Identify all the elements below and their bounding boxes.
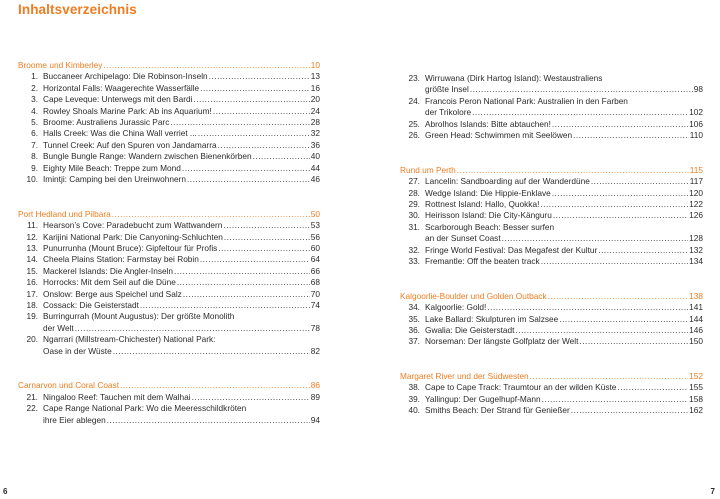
entry-number: 15. (26, 265, 38, 276)
entry-number: 39. (408, 393, 420, 404)
entry-number: 32. (408, 244, 420, 255)
entry-title: Cape to Cape Track: Traumtour an der wilden Küste (425, 382, 617, 393)
entry-number: 25. (408, 118, 420, 129)
toc-line (425, 210, 703, 221)
entry-number: 13. (26, 242, 38, 253)
toc-entry[interactable] (400, 130, 703, 141)
entry-number: 1. (31, 71, 38, 82)
toc-line (425, 325, 703, 336)
entry-number: 24. (408, 95, 420, 106)
toc-entry[interactable] (400, 199, 703, 210)
entry-page-number: 60 (310, 242, 320, 253)
section-page-number: 115 (689, 164, 703, 175)
toc-line (425, 130, 703, 141)
toc-line (425, 233, 703, 244)
toc-line (43, 300, 320, 311)
entry-number: 14. (26, 254, 38, 265)
toc-line (43, 277, 320, 288)
entry-number: 18. (26, 300, 38, 311)
entry-title: Hearson’s Cove: Paradebucht zum Wattwandern (43, 220, 223, 231)
dot-leader (542, 394, 689, 405)
toc-line (425, 405, 703, 416)
entry-title: Yallingup: Der Gugelhupf-Mann (425, 393, 541, 404)
toc-line (43, 83, 320, 94)
dot-leader (170, 117, 309, 128)
dot-leader (103, 60, 309, 71)
toc-line (43, 163, 320, 174)
dot-leader (174, 266, 310, 277)
entry-title: Ningaloo Reef: Tauchen mit dem Walhai (43, 391, 191, 402)
toc-entry[interactable] (18, 403, 320, 426)
entry-title: Wirruwana (Dirk Hartog Island): Westaustraliens (425, 73, 603, 83)
entry-number: 28. (408, 187, 420, 198)
dot-leader (120, 380, 310, 391)
dot-leader (198, 128, 310, 139)
toc-entry[interactable] (18, 151, 320, 162)
toc-entry[interactable] (18, 71, 320, 82)
entry-title: Onslow: Berge aus Speichel und Salz (43, 288, 182, 299)
dot-leader (253, 151, 310, 162)
entry-number: 23. (408, 73, 420, 83)
dot-leader (182, 163, 310, 174)
entry-number: 16. (26, 277, 38, 288)
entry-title: ihre Eier ablegen (43, 414, 106, 425)
toc-entry[interactable] (400, 73, 703, 96)
entry-page-number: 144 (689, 313, 703, 324)
dot-leader (552, 188, 688, 199)
dot-leader (223, 220, 309, 231)
entry-page-number: 126 (689, 210, 703, 221)
entry-number: 31. (408, 221, 420, 232)
dot-leader (187, 174, 310, 185)
toc-entry[interactable] (18, 311, 320, 334)
toc-line (400, 165, 703, 176)
entry-number: 30. (408, 210, 420, 221)
entry-number: 36. (408, 324, 420, 335)
toc-line (43, 94, 320, 105)
dot-leader (193, 94, 309, 105)
dot-leader (200, 254, 310, 265)
toc-line (43, 117, 320, 128)
entry-number: 8. (31, 151, 38, 162)
toc-line (425, 222, 703, 233)
entry-page-number: 36 (310, 139, 320, 150)
entry-title: Mackerel Islands: Die Angler-Inseln (43, 265, 174, 276)
entry-page-number: 94 (310, 414, 320, 425)
entry-page-number: 82 (310, 345, 320, 356)
toc-line (425, 107, 703, 118)
entry-title: Smiths Beach: Der Strand für Genießer (425, 405, 570, 416)
entry-title: Broome: Australiens Jurassic Parc (43, 117, 170, 128)
toc-line (43, 71, 320, 82)
toc-line (43, 174, 320, 185)
section-page-number: 138 (689, 290, 703, 301)
dot-leader (457, 165, 689, 176)
entry-title: der Trikolore (425, 107, 472, 118)
toc-line (425, 73, 703, 84)
entry-page-number: 46 (310, 174, 320, 185)
page-number-right: 7 (710, 487, 715, 496)
entry-number: 10. (26, 174, 38, 185)
entry-title: Tunnel Creek: Auf den Spuren von Jandamarra (43, 139, 217, 150)
toc-entry[interactable] (18, 300, 320, 311)
toc-entry[interactable] (400, 96, 703, 119)
dot-leader (573, 130, 689, 141)
section-title: Rund um Perth (400, 164, 456, 175)
toc-section-heading[interactable] (18, 60, 320, 71)
toc-entry[interactable] (400, 176, 703, 187)
section-page-number: 86 (310, 380, 320, 391)
entry-title: Burringurrah (Mount Augustus): Der größte Monolith (43, 311, 235, 322)
entry-page-number: 44 (310, 162, 320, 173)
entry-page-number: 53 (310, 220, 320, 231)
toc-entry[interactable] (18, 289, 320, 300)
section-title: Kalgoorlie-Boulder und Golden Outback (400, 290, 547, 301)
toc-entry[interactable] (400, 302, 703, 313)
entry-number: 11. (27, 220, 38, 231)
entry-number: 12. (26, 231, 38, 242)
toc-section-heading[interactable] (18, 209, 320, 220)
toc-line (43, 311, 320, 322)
dot-leader (598, 245, 688, 256)
entry-number: 19. (26, 311, 38, 322)
section-spacer (18, 357, 320, 380)
dot-leader (515, 325, 688, 336)
entry-number: 17. (26, 288, 38, 299)
toc-entry[interactable] (400, 325, 703, 336)
toc-entry[interactable] (18, 277, 320, 288)
toc-entry[interactable] (400, 394, 703, 405)
entry-page-number: 132 (689, 244, 703, 255)
dot-leader (200, 83, 310, 94)
entry-number: 34. (408, 302, 420, 313)
toc-entry[interactable] (18, 140, 320, 151)
section-spacer (400, 348, 703, 371)
dot-leader (502, 233, 689, 244)
dot-leader (552, 119, 688, 130)
entry-title: an der Sunset Coast (425, 233, 501, 244)
section-spacer (18, 185, 320, 208)
toc-entry[interactable] (400, 405, 703, 416)
dot-leader (559, 314, 688, 325)
entry-title: Rottnest Island: Hallo, Quokka! (425, 198, 540, 209)
toc-entry[interactable] (400, 245, 703, 256)
entry-page-number: 68 (310, 277, 320, 288)
dot-leader (540, 199, 688, 210)
entry-title: Fremantle: Off the beaten track (425, 255, 540, 266)
toc-entry[interactable] (18, 163, 320, 174)
entry-title: Eighty Mile Beach: Treppe zum Mond (43, 162, 181, 173)
entry-number: 21. (26, 391, 38, 402)
entry-title: Cape Leveque: Unterwegs mit den Bardi (43, 94, 193, 105)
entry-number: 29. (408, 198, 420, 209)
entry-page-number: 56 (310, 231, 320, 242)
toc-entry[interactable] (18, 266, 320, 277)
entry-page-number: 141 (689, 302, 703, 313)
toc-entry[interactable] (18, 128, 320, 139)
toc-section-heading[interactable] (18, 380, 320, 391)
entry-title: Francois Peron National Park: Australien in den Farben (425, 95, 628, 106)
entry-number: 20. (26, 334, 38, 345)
entry-number: 3. (31, 94, 38, 105)
toc-entry[interactable] (18, 117, 320, 128)
entry-title: Buccaneer Archipelago: Die Robinson-Inseln (43, 71, 208, 82)
entry-number: 33. (408, 255, 420, 266)
entry-title: Lancelin: Sandboarding auf der Wanderdüne (425, 176, 590, 187)
toc-entry[interactable] (18, 392, 320, 403)
entry-title: Fringe World Festival: Das Megafest der Kultur (425, 244, 598, 255)
toc-entry[interactable] (18, 106, 320, 117)
dot-leader (192, 392, 310, 403)
toc-entry[interactable] (400, 188, 703, 199)
entry-page-number: 78 (310, 322, 320, 333)
toc-line (43, 392, 320, 403)
toc-line (43, 323, 320, 334)
entry-number: 37. (408, 336, 420, 347)
toc-line (43, 266, 320, 277)
toc-line (425, 119, 703, 130)
entry-title: Abrolhos Islands: Bitte abtauchen! (425, 118, 551, 129)
section-spacer (400, 141, 703, 164)
entry-page-number: 64 (310, 254, 320, 265)
dot-leader (218, 243, 309, 254)
entry-number: 35. (408, 313, 420, 324)
toc-entry[interactable] (18, 254, 320, 265)
toc-line (43, 334, 320, 345)
entry-page-number: 134 (689, 255, 703, 266)
toc-line (43, 403, 320, 414)
section-page-number: 50 (310, 208, 320, 219)
dot-leader (75, 323, 310, 334)
toc-entry[interactable] (400, 336, 703, 347)
toc-line (425, 382, 703, 393)
dot-leader (579, 336, 688, 347)
entry-number: 40. (408, 405, 420, 416)
entry-page-number: 70 (310, 288, 320, 299)
entry-title: Cape Range National Park: Wo die Meeresschildkröten (43, 403, 247, 414)
toc-line (43, 415, 320, 426)
toc-entry[interactable] (18, 334, 320, 357)
dot-leader (224, 232, 310, 243)
dot-leader (553, 210, 688, 221)
entry-title: Cossack: Die Geisterstadt (43, 300, 139, 311)
dot-leader (472, 107, 688, 118)
dot-leader (470, 84, 693, 95)
entry-title: Halls Creek: Was die China Wall verriet ... (43, 128, 197, 139)
dot-leader (113, 346, 310, 357)
entry-title: Punurrunha (Mount Bruce): Gipfeltour für Profis (43, 242, 218, 253)
entry-number: 2. (31, 82, 38, 93)
toc-line (43, 289, 320, 300)
section-title: Broome und Kimberley (18, 60, 103, 70)
entry-title: Cheela Plains Station: Farmstay bei Robin (43, 254, 199, 265)
entry-title: Lake Ballard: Skulpturen im Salzsee (425, 313, 559, 324)
entry-page-number: 98 (693, 84, 703, 95)
toc-line (400, 371, 703, 382)
dot-leader (112, 209, 310, 220)
dot-leader (107, 415, 310, 426)
dot-leader (591, 176, 689, 187)
toc-line (43, 220, 320, 231)
toc-section-heading[interactable] (400, 165, 703, 176)
entry-number: 26. (408, 130, 420, 141)
toc-line (425, 394, 703, 405)
toc-entry[interactable] (18, 243, 320, 254)
entry-page-number: 117 (689, 176, 703, 187)
entry-title: Horrocks: Mit dem Seil auf die Düne (43, 277, 176, 288)
entry-title: Scarborough Beach: Besser surfen (425, 221, 555, 232)
toc-entry[interactable] (400, 210, 703, 221)
entry-page-number: 89 (310, 391, 320, 402)
dot-leader (213, 106, 310, 117)
entry-number: 7. (31, 139, 38, 150)
entry-number: 9. (31, 162, 38, 173)
toc-entry[interactable] (18, 232, 320, 243)
toc-entry[interactable] (18, 220, 320, 231)
entry-number: 5. (31, 117, 38, 128)
toc-entry[interactable] (400, 382, 703, 393)
section-spacer (400, 267, 703, 290)
section-title: Port Hedland und Pilbara (18, 208, 111, 219)
toc-line (43, 346, 320, 357)
toc-line (425, 245, 703, 256)
toc-entry[interactable] (400, 119, 703, 130)
entry-page-number: 146 (689, 324, 703, 335)
dot-leader (571, 405, 688, 416)
toc-entry[interactable] (18, 174, 320, 185)
dot-leader (183, 289, 310, 300)
entry-number: 27. (408, 176, 420, 187)
toc-column-left (18, 60, 320, 426)
entry-page-number: 20 (310, 94, 320, 105)
toc-entry[interactable] (18, 83, 320, 94)
entry-title: Ngarrari (Millstream-Chichester) National Park: (43, 334, 216, 345)
dot-leader (617, 382, 688, 393)
toc-line (18, 209, 320, 220)
entry-page-number: 102 (689, 107, 703, 118)
entry-page-number: 32 (310, 128, 320, 139)
entry-number: 6. (31, 128, 38, 139)
toc-line (425, 199, 703, 210)
toc-line (43, 128, 320, 139)
section-title: Carnarvon und Coral Coast (18, 380, 119, 391)
toc-line (43, 140, 320, 151)
toc-entry[interactable] (18, 94, 320, 105)
toc-line (425, 96, 703, 107)
toc-line (425, 314, 703, 325)
entry-page-number: 66 (310, 265, 320, 276)
dot-leader (177, 277, 310, 288)
entry-title: Rowley Shoals Marine Park: Ab ins Aquarium! (43, 105, 212, 116)
entry-page-number: 158 (689, 393, 703, 404)
dot-leader (140, 300, 310, 311)
toc-line (425, 336, 703, 347)
toc-line (43, 232, 320, 243)
entry-page-number: 28 (310, 117, 320, 128)
toc-section-heading[interactable] (400, 371, 703, 382)
entry-title: Bungle Bungle Range: Wandern zwischen Bienenkörben (43, 151, 252, 162)
entry-page-number: 120 (689, 187, 703, 198)
toc-line (425, 188, 703, 199)
dot-leader (487, 302, 688, 313)
entry-page-number: 150 (689, 336, 703, 347)
entry-title: Oase in der Wüste (43, 345, 112, 356)
page-number-left: 6 (3, 487, 8, 496)
section-title: Margaret River und der Südwesten (400, 371, 529, 382)
entry-title: größte Insel (425, 84, 469, 95)
entry-page-number: 106 (689, 118, 703, 129)
toc-entry[interactable] (400, 256, 703, 267)
toc-line (425, 256, 703, 267)
entry-title: Wedge Island: Die Hippie-Enklave (425, 187, 551, 198)
entry-title: Imintji: Camping bei den Ureinwohnern (43, 174, 186, 185)
toc-line (43, 151, 320, 162)
dot-leader (218, 140, 310, 151)
dot-leader (209, 71, 310, 82)
page-title: Inhaltsverzeichnis (18, 2, 137, 17)
entry-page-number: 155 (689, 382, 703, 393)
toc-line (425, 84, 703, 95)
dot-leader (548, 291, 688, 302)
section-page-number: 10 (310, 60, 320, 70)
entry-page-number: 13 (310, 71, 320, 82)
entry-page-number: 40 (310, 151, 320, 162)
entry-page-number: 24 (310, 105, 320, 116)
toc-entry[interactable] (400, 314, 703, 325)
toc-line (425, 176, 703, 187)
toc-entry[interactable] (400, 222, 703, 245)
entry-number: 38. (408, 382, 420, 393)
entry-title: der Welt (43, 322, 74, 333)
entry-title: Horizontal Falls: Waagerechte Wasserfälle (43, 82, 200, 93)
entry-page-number: 74 (310, 300, 320, 311)
entry-title: Kalgoorlie: Gold! (425, 302, 487, 313)
entry-title: Karijini National Park: Die Canyoning-Schluchten (43, 231, 223, 242)
entry-title: Norseman: Der längste Golfplatz der Welt (425, 336, 579, 347)
toc-line (18, 380, 320, 391)
toc-line (43, 106, 320, 117)
toc-line (43, 243, 320, 254)
toc-line (18, 60, 320, 71)
toc-line (43, 254, 320, 265)
dot-leader (541, 256, 688, 267)
entry-number: 4. (31, 105, 38, 116)
entry-number: 22. (26, 403, 38, 414)
entry-title: Gwalia: Die Geisterstadt (425, 324, 515, 335)
entry-page-number: 110 (689, 130, 703, 141)
toc-line (400, 291, 703, 302)
toc-section-heading[interactable] (400, 291, 703, 302)
entry-page-number: 16 (310, 82, 320, 93)
entry-page-number: 122 (689, 198, 703, 209)
toc-column-right (400, 73, 703, 417)
entry-page-number: 128 (689, 233, 703, 244)
section-page-number: 152 (689, 371, 703, 382)
entry-page-number: 162 (689, 405, 703, 416)
dot-leader (530, 371, 688, 382)
toc-line (425, 302, 703, 313)
entry-title: Heirisson Island: Die City-Känguru (425, 210, 552, 221)
entry-title: Green Head: Schwimmen mit Seelöwen (425, 130, 573, 141)
